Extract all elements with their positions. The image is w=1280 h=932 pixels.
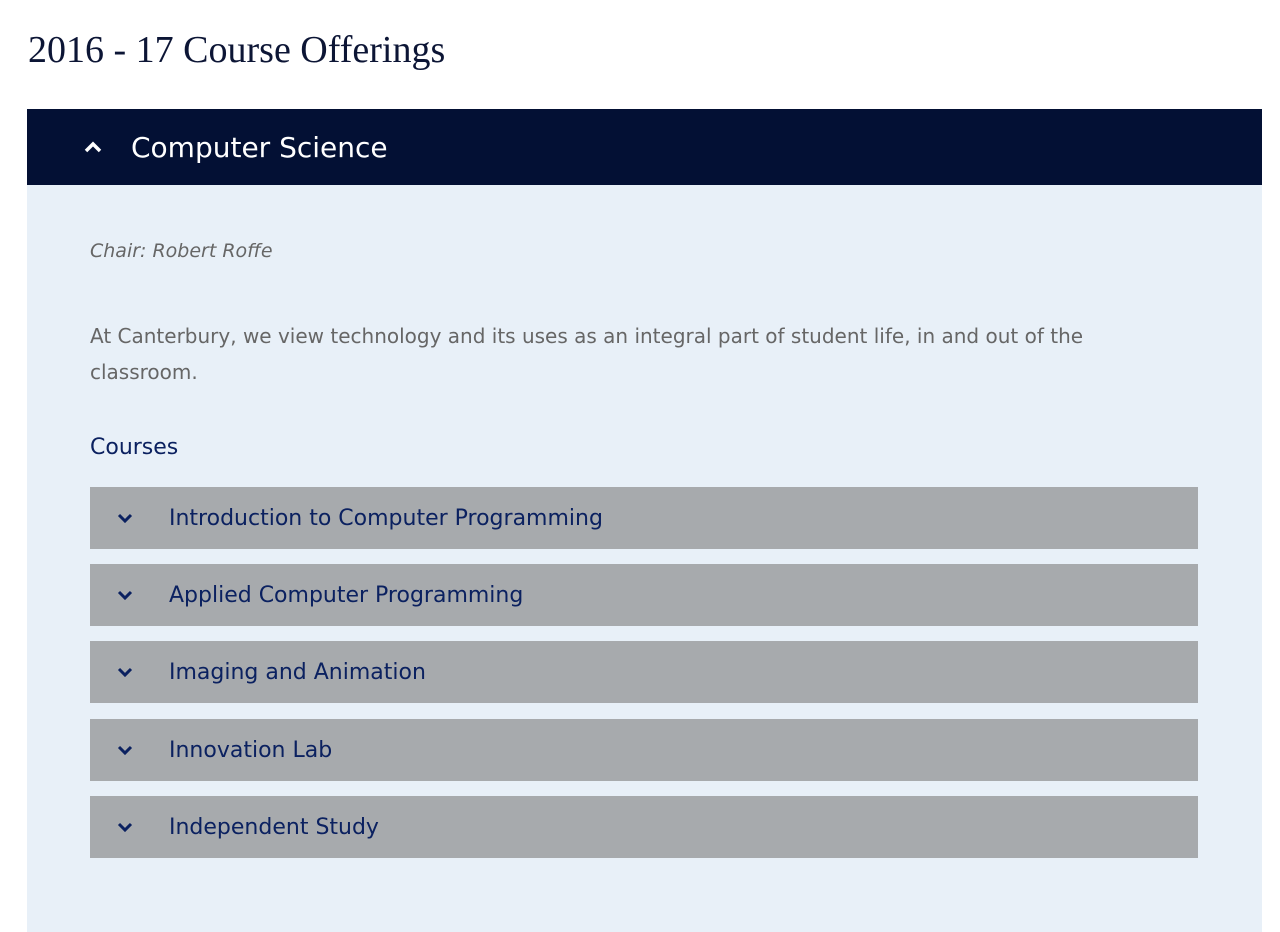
department-accordion-header[interactable]: [27, 109, 1262, 185]
course-label: Innovation Lab: [169, 737, 333, 763]
page-title: 2016 - 17 Course Offerings: [28, 29, 446, 71]
course-label: Introduction to Computer Programming: [169, 505, 603, 531]
chevron-down-icon: [116, 745, 134, 755]
department-name: Computer Science: [131, 130, 388, 164]
courses-heading: Courses: [90, 435, 179, 460]
chevron-down-icon: [116, 590, 134, 600]
chevron-down-icon: [116, 822, 134, 832]
course-item[interactable]: [90, 487, 1198, 549]
department-panel: [27, 185, 1262, 932]
department-description: At Canterbury, we view technology and its uses as an integral part of student life, in and out of the classroom.: [90, 324, 1084, 384]
course-item[interactable]: [90, 796, 1198, 858]
chevron-down-icon: [116, 667, 134, 677]
course-label: Imaging and Animation: [169, 659, 426, 685]
course-label: Applied Computer Programming: [169, 582, 524, 608]
course-item[interactable]: [90, 641, 1198, 703]
chevron-up-icon: [81, 140, 105, 154]
chevron-down-icon: [116, 513, 134, 523]
course-item[interactable]: [90, 719, 1198, 781]
course-item[interactable]: [90, 564, 1198, 626]
course-label: Independent Study: [169, 814, 379, 840]
department-chair: Chair: Robert Roffe: [90, 240, 273, 262]
